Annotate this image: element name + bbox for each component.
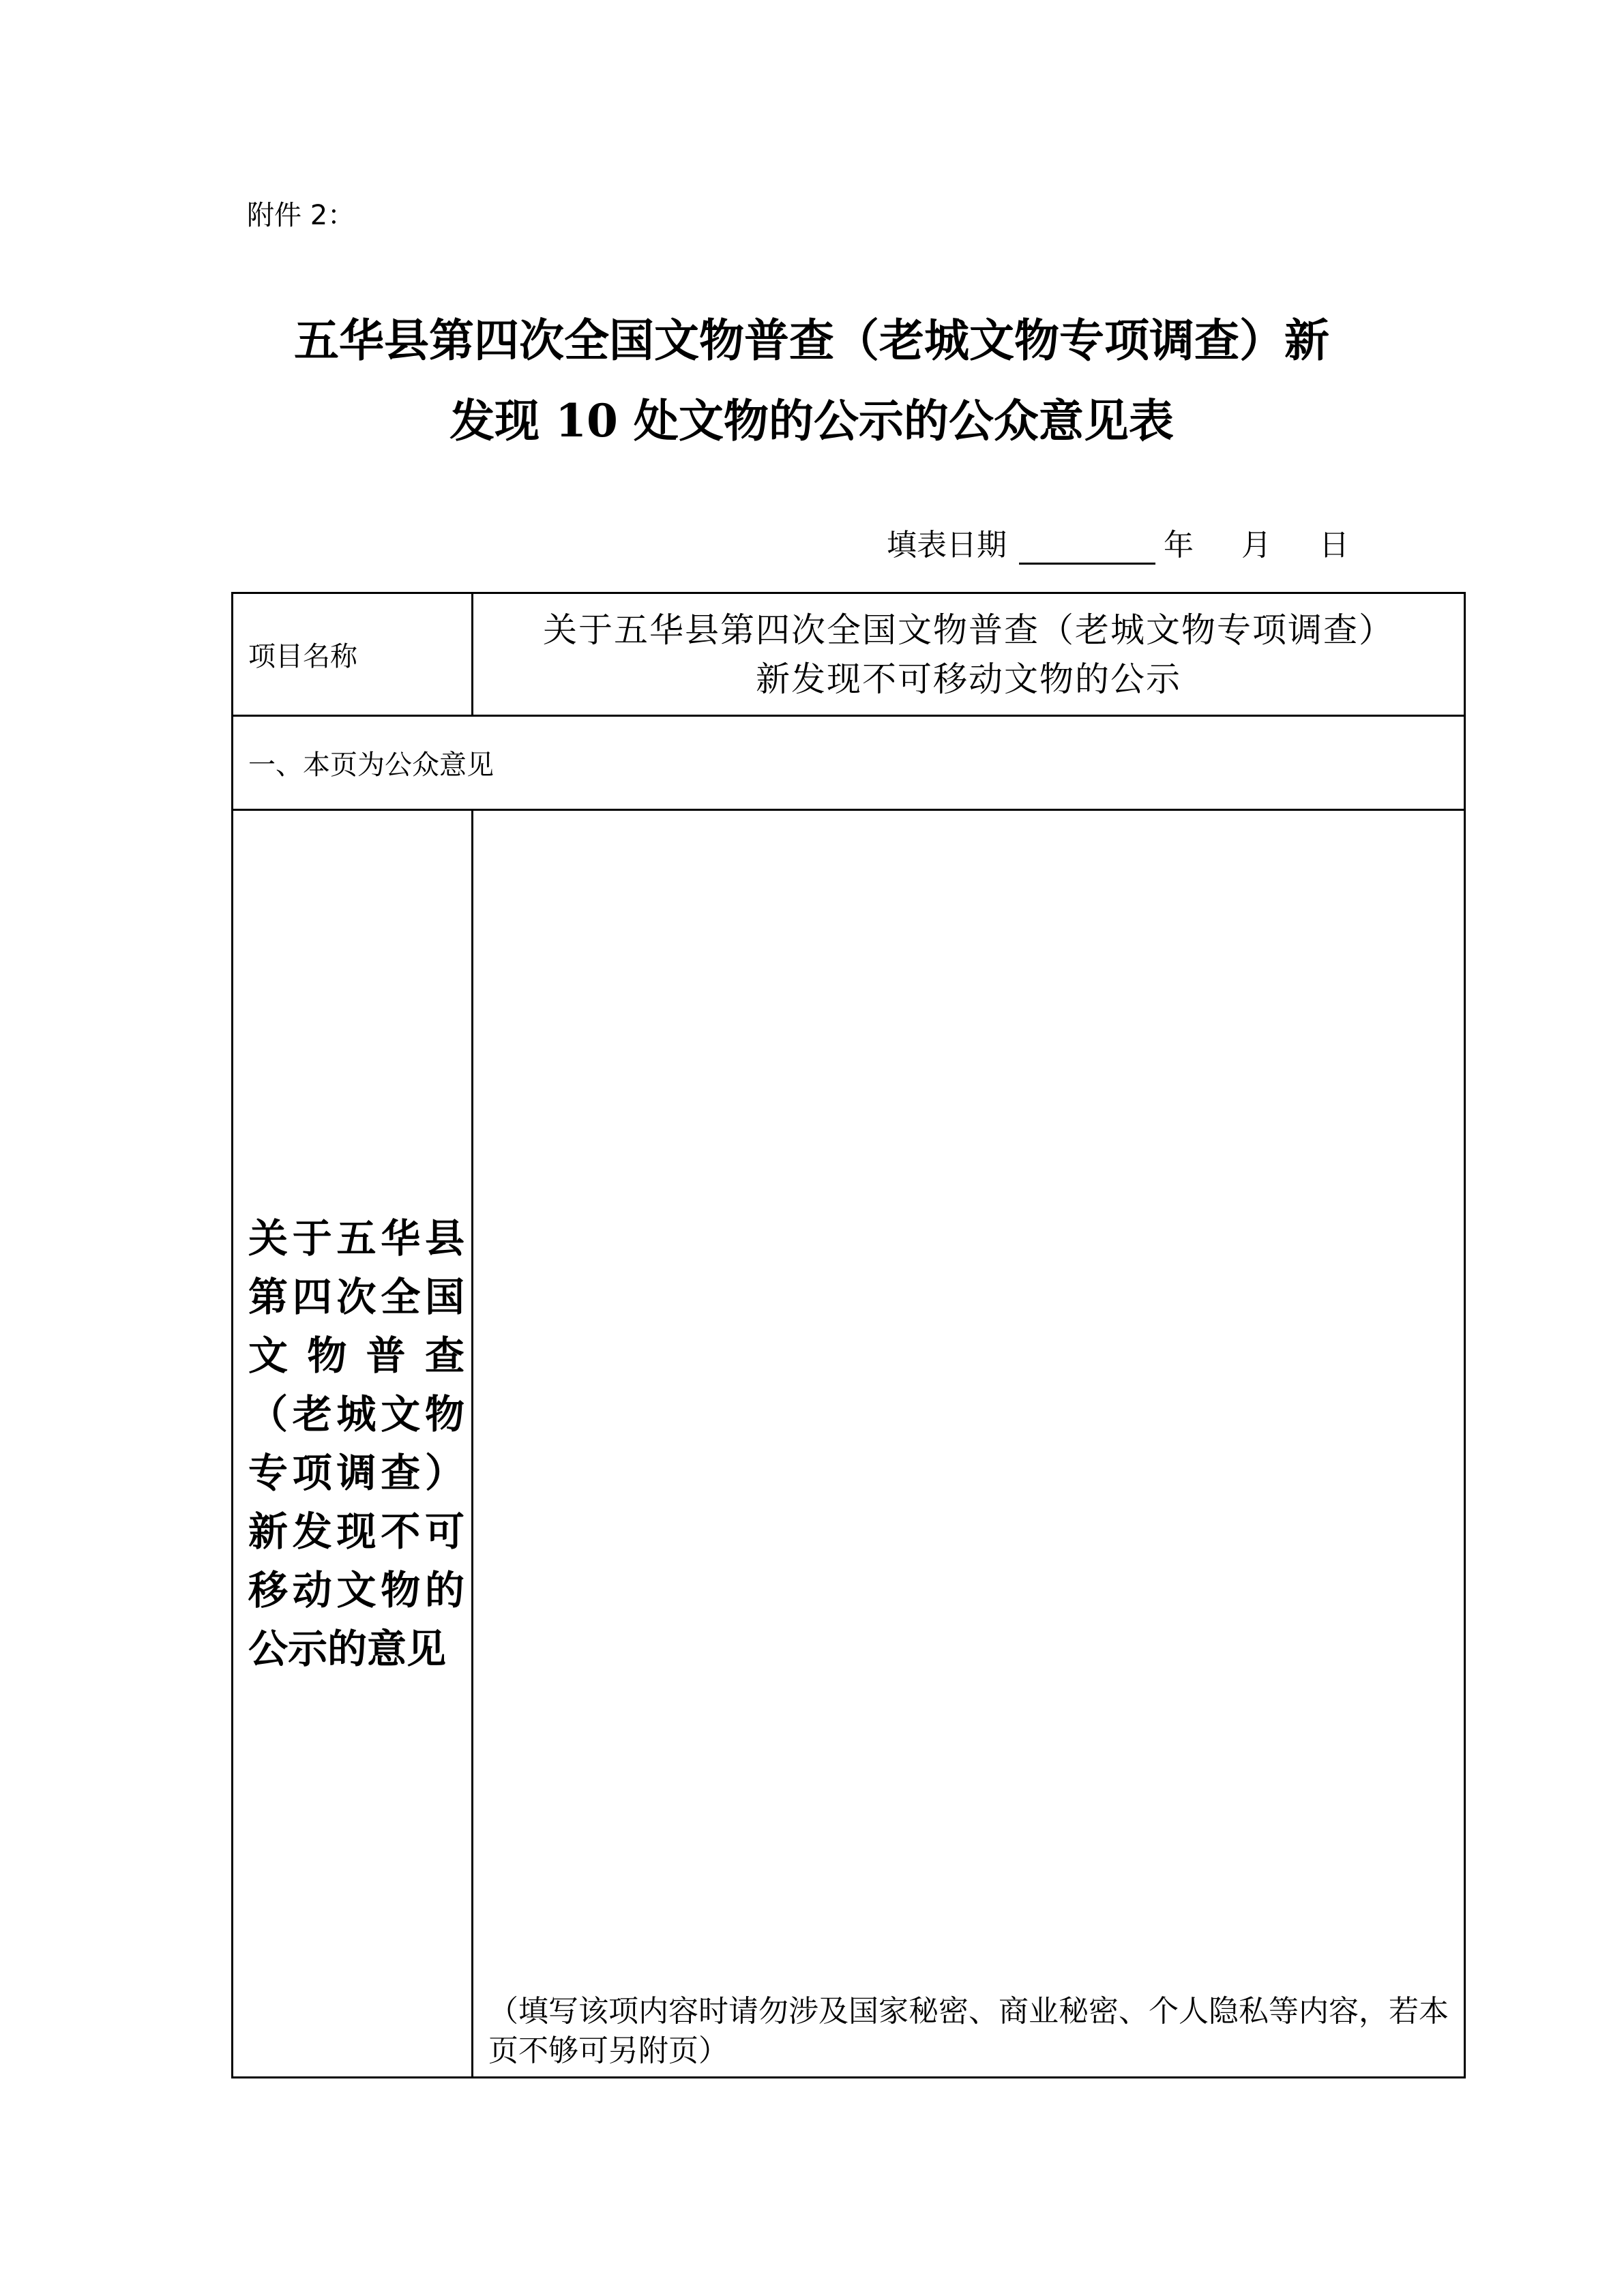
- project-name-value: [473, 593, 1465, 716]
- section-row: [233, 716, 1465, 810]
- date-blank-line[interactable]: [1019, 530, 1155, 565]
- opinion-input-area[interactable]: [473, 810, 1465, 2078]
- project-value-line-2: 新发现不可移动文物的公示: [756, 659, 1181, 699]
- attachment-label: 附件 2：: [247, 200, 355, 231]
- fill-date-row: [887, 526, 1349, 565]
- title-line-1: 五华县第四次全国文物普查（老城文物专项调查）新: [294, 314, 1329, 367]
- fill-date-label: 填表日期: [887, 528, 1007, 563]
- project-value-line-1: 关于五华县第四次全国文物普查（老城文物专项调查）: [543, 610, 1394, 650]
- opinion-form-table: [231, 592, 1466, 2078]
- title-line-2: 发现 10 处文物的公示的公众意见表: [449, 394, 1174, 447]
- date-day-unit: 日: [1319, 528, 1349, 563]
- project-row: [233, 593, 1465, 716]
- opinion-note: （填写该项内容时请勿涉及国家秘密、商业秘密、个人隐私等内容，若本页不够可另附页）: [488, 1994, 1449, 2068]
- project-name-label: 项目名称: [233, 593, 473, 716]
- date-month-unit: 月: [1241, 528, 1271, 563]
- form-title: [205, 300, 1419, 461]
- opinion-row: [233, 810, 1465, 2078]
- date-year-unit: 年: [1164, 528, 1194, 563]
- section-heading: 一、本页为公众意见: [233, 716, 1465, 810]
- opinion-side-label: 关于五华县第四次全国文物普查（老城文物专项调查）新发现不可移动文物的公示的意见: [233, 810, 473, 2078]
